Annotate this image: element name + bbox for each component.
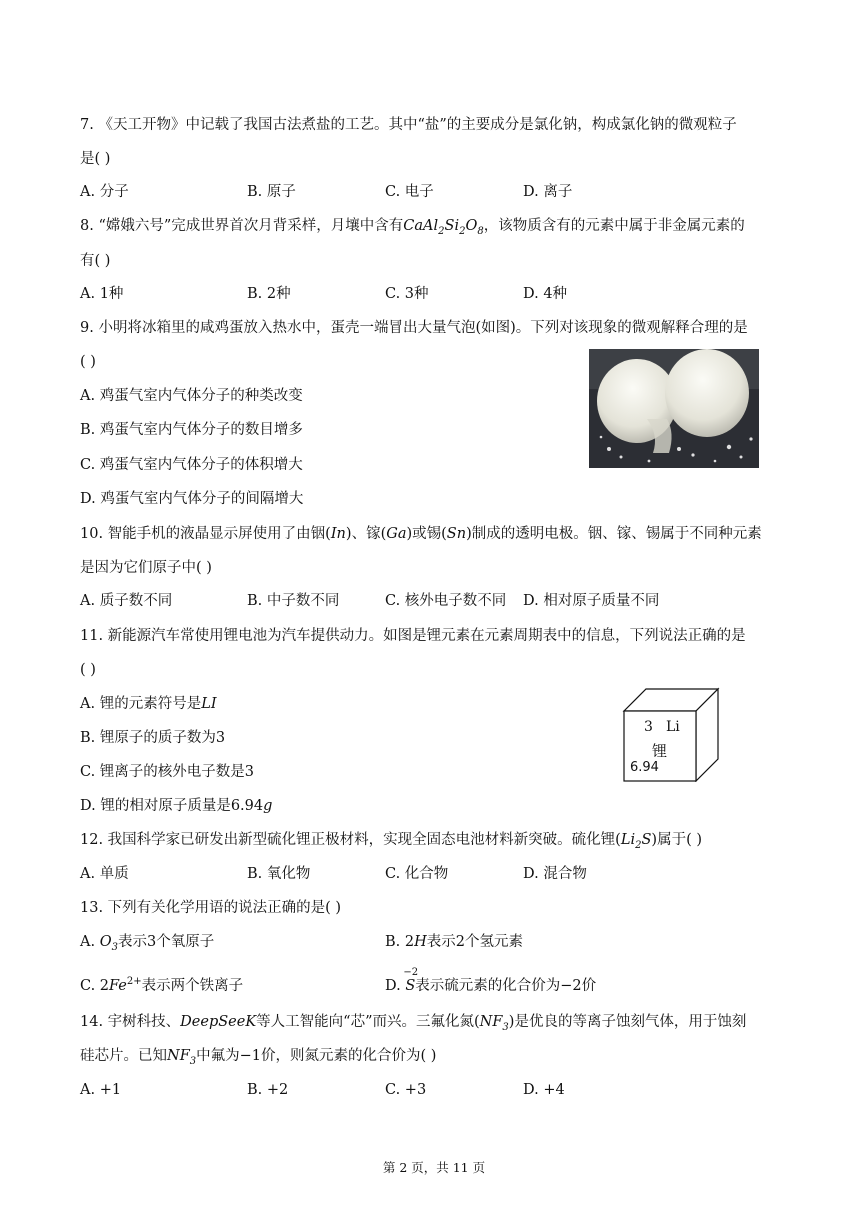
q8-option-a: A. 1种 bbox=[80, 286, 124, 302]
q12-option-a: A. 单质 bbox=[80, 866, 129, 882]
q12-option-d: D. 混合物 bbox=[523, 866, 587, 882]
q10-option-d: D. 相对原子质量不同 bbox=[523, 593, 660, 609]
q13-option-c: C. $2Fe^{2+}$表示两个铁离子 bbox=[80, 976, 244, 994]
q9-option-b: B. 鸡蛋气室内气体分子的数目增多 bbox=[80, 422, 303, 438]
q12-option-c: C. 化合物 bbox=[385, 866, 449, 882]
q9-stem-line2: ( ) bbox=[80, 354, 96, 370]
q7-stem-line1: 7. 《天工开物》中记载了我国古法煮盐的工艺。其中“盐”的主要成分是氯化钠，构成氯化钠的微观粒子 bbox=[80, 117, 737, 133]
valence-mark: −2 bbox=[403, 967, 419, 978]
q7-option-a: A. 分子 bbox=[80, 184, 129, 200]
q9-option-a: A. 鸡蛋气室内气体分子的种类改变 bbox=[80, 388, 303, 404]
q14-option-b: B. +2 bbox=[247, 1082, 289, 1098]
q11-stem-line2: ( ) bbox=[80, 662, 96, 678]
q8-option-b: B. 2种 bbox=[247, 286, 291, 302]
q11-option-d: D. 锂的相对原子质量是6.94g bbox=[80, 798, 273, 814]
q9-option-d: D. 鸡蛋气室内气体分子的间隔增大 bbox=[80, 491, 304, 507]
cell-element-name: 锂 bbox=[652, 742, 668, 760]
q10-option-c: C. 核外电子数不同 bbox=[385, 593, 507, 609]
q10-stem-line2: 是因为它们原子中( ) bbox=[80, 560, 212, 576]
q8-formula: $CaAl_2Si_2O_8$ bbox=[403, 218, 484, 237]
q8-stem-line1: 8. “嫦娥六号”完成世界首次月背采样，月壤中含有$CaAl_2Si_2O_8$，该物质含有的元素中属于非金属元素的 bbox=[80, 218, 745, 237]
q11-option-b: B. 锂原子的质子数为3 bbox=[80, 730, 226, 746]
q7-option-b: B. 原子 bbox=[247, 184, 296, 200]
q11-option-a: A. 锂的元素符号是LI bbox=[80, 696, 217, 712]
q14-option-d: D. +4 bbox=[523, 1082, 565, 1098]
q14-option-a: A. +1 bbox=[80, 1082, 122, 1098]
q10-stem-line1: 10. 智能手机的液晶显示屏使用了由铟(In)、镓(Ga)或锡(Sn)制成的透明电极。铟、镓、锡属于不同种元素 bbox=[80, 526, 762, 542]
q9-stem-line1: 9. 小明将冰箱里的咸鸡蛋放入热水中，蛋壳一端冒出大量气泡(如图)。下列对该现象的微观解释合理的是 bbox=[80, 320, 748, 336]
q7-stem-line2: 是( ) bbox=[80, 151, 111, 167]
page-footer: 第 2 页，共 11 页 bbox=[382, 1160, 486, 1175]
cell-atomic-mass: 6.94 bbox=[630, 760, 659, 775]
q11-option-c: C. 锂离子的核外电子数是3 bbox=[80, 764, 255, 780]
q13-option-d: D. −2 S表示硫元素的化合价为−2价 bbox=[385, 976, 596, 996]
q11-stem-line1: 11. 新能源汽车常使用锂电池为汽车提供动力。如图是锂元素在元素周期表中的信息，下列说法正确的是 bbox=[80, 628, 746, 644]
q8-stem-line2: 有( ) bbox=[80, 253, 111, 269]
cell-symbol: Li bbox=[666, 719, 680, 735]
q14-option-c: C. +3 bbox=[385, 1082, 427, 1098]
cell-atomic-number: 3 bbox=[644, 719, 653, 735]
q14-stem-line1: 14. 宇树科技、DeepSeeK等人工智能向“芯”而兴。三氟化氮$(NF_3)$是优良的等离子蚀刻气体，用于蚀刻 bbox=[80, 1014, 747, 1033]
q14-stem-line2: 硅芯片。已知$NF_3$中氟为−1价，则氮元素的化合价为( ) bbox=[80, 1048, 437, 1067]
q8-option-c: C. 3种 bbox=[385, 286, 429, 302]
lithium-element-cell bbox=[620, 687, 720, 782]
egg-photo bbox=[589, 349, 759, 468]
q13-stem: 13. 下列有关化学用语的说法正确的是( ) bbox=[80, 900, 342, 916]
q9-option-c: C. 鸡蛋气室内气体分子的体积增大 bbox=[80, 457, 303, 473]
q13-option-a: A. $O_3$表示3个氧原子 bbox=[80, 934, 215, 953]
q7-option-d: D. 离子 bbox=[523, 184, 573, 200]
q7-option-c: C. 电子 bbox=[385, 184, 434, 200]
q8-option-d: D. 4种 bbox=[523, 286, 568, 302]
q12-stem: 12. 我国科学家已研发出新型硫化锂正极材料，实现全固态电池材料新突破。硫化锂$(Li_2S)$属于( ) bbox=[80, 832, 703, 851]
q12-option-b: B. 氧化物 bbox=[247, 866, 311, 882]
q10-option-b: B. 中子数不同 bbox=[247, 593, 340, 609]
q13-option-b: B. 2H表示2个氢元素 bbox=[385, 934, 523, 950]
q10-option-a: A. 质子数不同 bbox=[80, 593, 173, 609]
